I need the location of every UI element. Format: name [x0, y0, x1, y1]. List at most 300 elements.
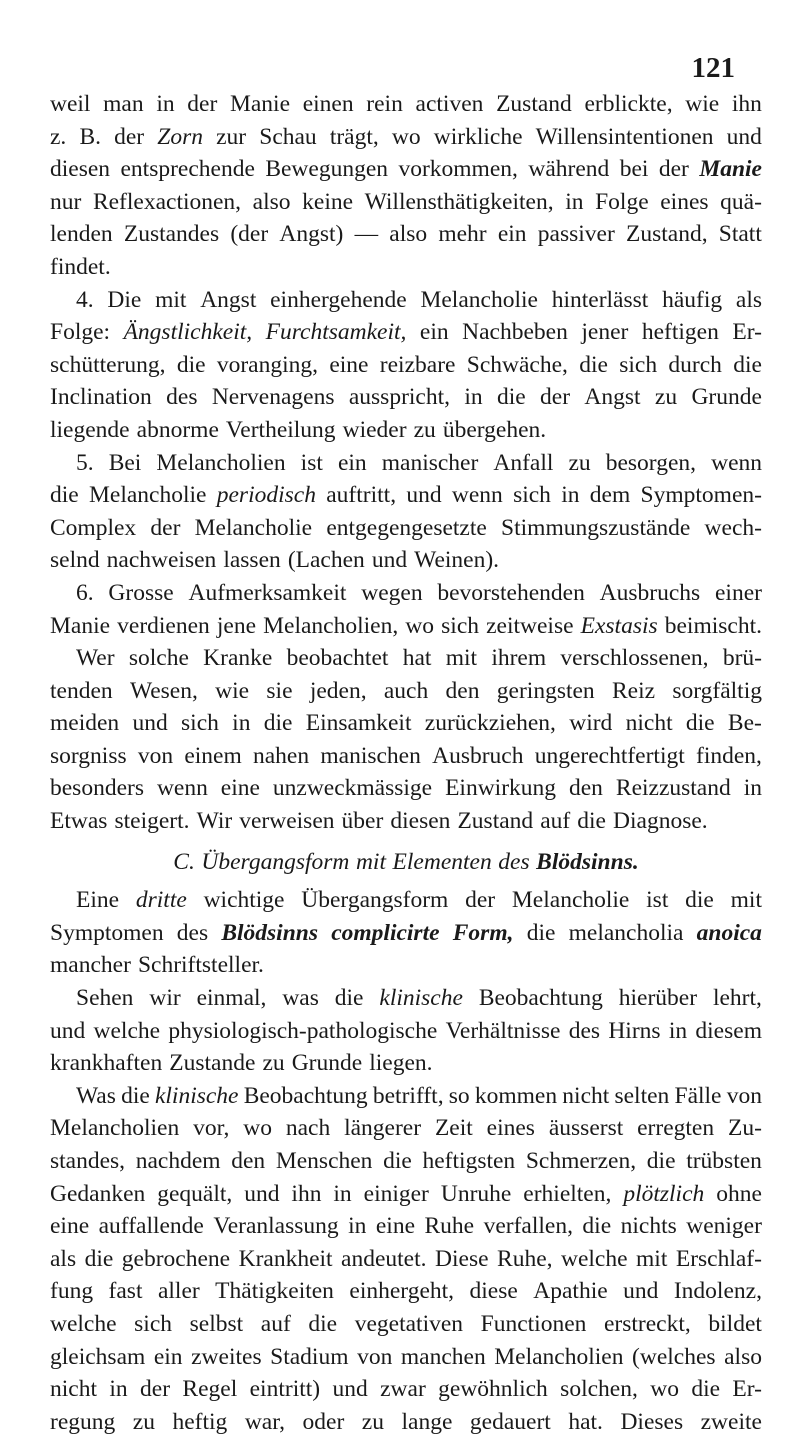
word: zweite — [700, 1408, 762, 1435]
word: bildet — [708, 1310, 762, 1337]
word: Beobachtung — [478, 985, 603, 1012]
word: mit — [445, 645, 478, 672]
word: Melancholie — [194, 514, 313, 541]
word: dem — [589, 482, 631, 509]
word: zu — [568, 449, 591, 476]
word: die — [383, 1148, 412, 1174]
word: Übergangsform — [301, 887, 449, 914]
word: bei — [619, 156, 649, 183]
word: nachweisen — [106, 547, 217, 574]
word: zweites — [191, 1343, 262, 1370]
text-line — [50, 1308, 762, 1341]
word: in — [743, 775, 762, 802]
word: Reiz — [611, 677, 656, 704]
text-line — [50, 349, 762, 382]
word: mit — [355, 848, 386, 875]
word: die — [582, 1213, 612, 1240]
word: wo — [391, 123, 421, 150]
word: manischen — [320, 742, 421, 769]
word: häufig — [662, 286, 723, 313]
word: auffallende — [98, 1213, 204, 1240]
word: diesen — [50, 156, 111, 183]
word: Ausbruchs — [599, 579, 701, 606]
word: Zeit — [434, 1115, 473, 1142]
word: Folge — [595, 188, 649, 215]
word: reizbare — [379, 351, 456, 378]
word: eines — [486, 1115, 535, 1142]
word: Inclination — [50, 384, 152, 411]
word: unzweckmässige — [272, 775, 433, 802]
text-line — [50, 512, 762, 545]
word: eines — [660, 188, 709, 215]
word: tenden — [50, 677, 113, 704]
word: die — [685, 710, 715, 737]
word: wo — [650, 1376, 679, 1403]
word: Regel — [182, 1376, 238, 1403]
word: kommen — [474, 1082, 558, 1109]
word: melancholia — [568, 919, 684, 946]
word: Statt — [718, 221, 762, 248]
word: krankhaften — [50, 1050, 163, 1077]
text-line — [50, 479, 762, 512]
word: Wer — [76, 645, 115, 672]
word: Übergangsform — [201, 848, 350, 875]
word: der — [658, 156, 689, 183]
word: hat — [402, 645, 432, 672]
word: nachdem — [135, 1148, 221, 1174]
word: zu — [654, 384, 678, 411]
word: gedauert — [469, 1408, 551, 1435]
word: Melancholie — [420, 286, 538, 313]
word: Apathie — [533, 1278, 608, 1305]
word: die — [308, 1310, 338, 1337]
word: erregten — [637, 1115, 715, 1142]
word: Stimmungszustände — [501, 514, 691, 541]
text-line — [50, 544, 762, 577]
word: die — [646, 1148, 676, 1174]
word: zwar — [380, 1376, 426, 1403]
word: abnorme — [136, 416, 219, 443]
text-line — [50, 1178, 762, 1211]
word: sich — [619, 351, 658, 378]
word: vorkommen, — [398, 156, 518, 183]
word: physiologisch-pathologische — [168, 1017, 438, 1044]
text-line — [50, 218, 762, 251]
word: die — [579, 351, 608, 378]
word: des — [568, 1017, 601, 1044]
word: eine — [329, 351, 369, 378]
text-line — [50, 610, 762, 643]
word: sorgfältig — [672, 677, 762, 704]
word: Zustande — [169, 1050, 256, 1077]
word: ein — [497, 221, 527, 248]
word: Folge: — [50, 319, 111, 346]
word: Angst) — [279, 221, 344, 248]
word: lenden — [50, 221, 113, 248]
word: die — [334, 985, 364, 1012]
word: Die — [107, 286, 142, 313]
word: ist — [646, 887, 669, 914]
word: wir — [149, 985, 181, 1012]
word: ungerechtfertigt — [534, 742, 685, 769]
word: nicht — [562, 1082, 610, 1109]
word: wegen — [361, 579, 423, 606]
word: lehrt, — [712, 985, 762, 1012]
text-line — [50, 414, 762, 447]
word: passiver — [537, 221, 615, 248]
word: der — [140, 1376, 171, 1403]
word: standes, — [50, 1148, 126, 1174]
word: Functionen — [480, 1310, 587, 1337]
word: Einsamkeit — [305, 710, 412, 737]
text-line — [50, 88, 762, 121]
word: verdienen — [117, 612, 210, 639]
word: gleichsam — [50, 1343, 146, 1370]
word: besorgen, — [605, 449, 697, 476]
word: sich — [441, 612, 479, 639]
word: sich — [513, 482, 551, 509]
word: der — [540, 384, 571, 411]
word: die — [526, 919, 556, 946]
word: hinterlässt — [551, 286, 649, 313]
word: einem — [184, 742, 242, 769]
word: ausspricht, — [348, 384, 451, 411]
word: Grosse — [108, 579, 174, 606]
word: Ängstlichkeit, — [123, 319, 253, 346]
word: klinische — [379, 985, 463, 1012]
word: entsprechende — [120, 156, 255, 183]
word: manischer — [381, 449, 479, 476]
word: steigert. — [114, 808, 190, 835]
word: in — [333, 1180, 352, 1207]
word: Ruhe, — [497, 1245, 553, 1272]
word: betrifft, — [372, 1082, 444, 1109]
word: sorgniss — [50, 742, 127, 769]
word: in — [156, 91, 175, 117]
word: der — [465, 887, 496, 914]
word: liegen. — [369, 1050, 433, 1077]
word: sie — [266, 677, 293, 704]
text-line — [50, 251, 762, 284]
word: wird — [569, 710, 613, 737]
word: gebrochene — [121, 1245, 231, 1272]
word: eine — [220, 775, 260, 802]
text-line — [50, 740, 762, 773]
word: auftritt, — [326, 482, 397, 509]
word: 4. — [76, 286, 94, 313]
word: Willensintentionen — [535, 123, 714, 150]
word: der — [187, 91, 218, 117]
word: voranging, — [216, 351, 319, 378]
word: — — [354, 221, 379, 248]
text-line — [50, 1112, 762, 1145]
word: besonders — [50, 775, 144, 802]
word: fung — [50, 1278, 94, 1305]
word: man — [103, 91, 144, 117]
word: (Lachen — [287, 547, 365, 574]
word: Melancholie — [89, 482, 207, 509]
word: Melancholien — [50, 1115, 180, 1142]
text-line — [50, 1210, 762, 1243]
word: solchen, — [560, 1376, 638, 1403]
word: einmal, — [196, 985, 267, 1012]
word: regung — [50, 1408, 116, 1435]
text-line — [50, 284, 762, 317]
word: zu — [132, 1408, 155, 1435]
word: mit — [730, 887, 762, 914]
word: andeutet. — [341, 1245, 427, 1272]
word: die — [121, 1082, 150, 1109]
word: die — [496, 384, 526, 411]
word: Willensthätigkeiten, — [364, 188, 554, 215]
word: Hirns — [608, 1017, 661, 1044]
word: trägt, — [329, 123, 379, 150]
word: und — [332, 1376, 368, 1403]
word: Melancholien — [494, 1343, 624, 1370]
word: zu — [262, 1050, 285, 1077]
word: Erschlaf- — [675, 1245, 762, 1272]
word: Schwäche, — [466, 351, 568, 378]
word: vor, — [193, 1115, 230, 1142]
word: ein — [337, 449, 367, 476]
word: während — [528, 156, 610, 183]
word: Complex — [50, 514, 137, 541]
text-line — [50, 153, 762, 186]
word: vegetativen — [354, 1310, 464, 1337]
word: Wir — [196, 808, 233, 835]
text-line — [50, 805, 762, 838]
word: heftigen — [641, 319, 719, 346]
word: selten — [614, 1082, 670, 1109]
word: Sehen — [76, 985, 134, 1012]
word: beimischt. — [664, 612, 762, 639]
text-line — [50, 1275, 762, 1308]
word: bevorstehenden — [437, 579, 585, 606]
word: B. — [79, 123, 101, 150]
word: diesen — [390, 808, 451, 835]
word: selnd — [50, 547, 100, 574]
text-line — [50, 884, 762, 917]
word: ihn — [731, 91, 762, 117]
word: ist — [300, 449, 323, 476]
word: längerer — [344, 1115, 422, 1142]
word: Manie — [50, 612, 111, 639]
word: und — [406, 482, 442, 509]
word: schütterung, — [50, 351, 166, 378]
word: Exstasis — [580, 612, 658, 639]
word: was — [282, 985, 319, 1012]
word: ohne — [716, 1180, 762, 1207]
word: Angst — [200, 286, 257, 313]
word: Anfall — [493, 449, 554, 476]
word: Eine — [76, 887, 120, 914]
word: erhielten, — [523, 1180, 612, 1207]
word: Zustand, — [625, 221, 708, 248]
word: nicht — [625, 710, 673, 737]
word: ein — [153, 1343, 183, 1370]
word: Melancholie — [511, 887, 630, 914]
word: finden, — [696, 742, 762, 769]
text-line — [50, 772, 762, 805]
word: also — [252, 188, 291, 215]
word: Zorn — [157, 123, 203, 150]
word: erstreckt, — [604, 1310, 691, 1337]
word: mehr — [438, 221, 487, 248]
word: Vertheilung — [225, 416, 336, 443]
word: und — [623, 1278, 659, 1305]
word: sich — [134, 1310, 173, 1337]
word: von — [357, 1343, 393, 1370]
word: Grunde — [291, 1050, 363, 1077]
word: C. — [173, 848, 195, 875]
section-heading — [50, 846, 762, 879]
word: die — [733, 351, 762, 378]
word: Aufmerksamkeit — [188, 579, 347, 606]
word: welche — [560, 1245, 628, 1272]
word: Er- — [732, 319, 762, 346]
word: in — [561, 482, 580, 509]
word: Unruhe — [440, 1180, 512, 1207]
word: wenn — [711, 449, 762, 476]
word: eine — [50, 1213, 90, 1240]
word: die — [577, 808, 606, 835]
word: Ausbruch — [432, 742, 524, 769]
word: welche — [93, 1017, 161, 1044]
word: Schau — [259, 123, 317, 150]
word: des — [176, 919, 209, 946]
word: jene — [216, 612, 257, 639]
word: jener — [581, 319, 629, 346]
text-line — [50, 381, 762, 414]
word: nach — [285, 1115, 331, 1142]
word: diesem — [695, 1017, 762, 1044]
word: ein — [419, 319, 449, 346]
word: wech- — [704, 514, 762, 541]
word: Form, — [452, 919, 514, 946]
text-line — [50, 1341, 762, 1374]
text-line — [50, 707, 762, 740]
word: eintritt) — [249, 1376, 321, 1403]
word: weil — [50, 91, 91, 117]
word: hierüber — [618, 985, 698, 1012]
word: eine — [375, 1213, 416, 1240]
word: also — [724, 1343, 762, 1370]
word: und — [244, 1180, 280, 1207]
word: den — [231, 1148, 266, 1174]
word: wichtige — [203, 887, 285, 914]
word: auch — [383, 677, 429, 704]
word: klinische — [154, 1082, 239, 1109]
text-line — [50, 577, 762, 610]
word: Symptomen- — [640, 482, 762, 509]
word: geringsten — [496, 677, 595, 704]
text-line — [50, 675, 762, 708]
word: wenn — [451, 482, 503, 509]
word: wie — [685, 91, 720, 117]
word: verfallen, — [483, 1213, 573, 1240]
word: zur — [216, 123, 247, 150]
word: brü- — [722, 645, 762, 672]
word: nahen — [253, 742, 310, 769]
word: als — [735, 286, 762, 313]
word: lassen — [223, 547, 281, 574]
word: Nervenagens — [211, 384, 335, 411]
text-line — [50, 1080, 762, 1113]
word: activen — [415, 91, 484, 117]
word: in — [464, 384, 483, 411]
word: übergehen. — [442, 416, 547, 443]
word: in — [668, 1017, 688, 1044]
word: und — [50, 1017, 86, 1044]
word: Schmerzen, — [525, 1148, 637, 1174]
word: Zustand — [496, 91, 572, 117]
word: Stadium — [270, 1343, 349, 1370]
word: und — [132, 710, 168, 737]
word: oder — [302, 1408, 345, 1435]
page-number: 121 — [691, 52, 735, 84]
word: findet. — [50, 253, 111, 280]
word: einhergeht, — [349, 1278, 455, 1305]
text-line — [50, 1243, 762, 1276]
word: liegende — [50, 416, 130, 443]
word: der — [150, 514, 181, 541]
word: Was — [76, 1082, 116, 1109]
word: auf — [260, 1310, 291, 1337]
word: Furchtsamkeit, — [265, 319, 407, 346]
word: keine — [302, 188, 354, 215]
word: so — [448, 1082, 470, 1109]
word: Weinen). — [414, 547, 500, 574]
word: Beobachtung — [243, 1082, 368, 1109]
word: einiger — [363, 1180, 429, 1207]
text-line — [50, 447, 762, 480]
text-line — [50, 642, 762, 675]
word: beobachtet — [286, 645, 389, 672]
text-line — [50, 1373, 762, 1406]
word: jeden, — [309, 677, 367, 704]
word: plötzlich — [623, 1180, 705, 1207]
word: über — [341, 808, 384, 835]
word: den — [569, 775, 603, 802]
word: also — [389, 221, 428, 248]
word: zu — [361, 1408, 384, 1435]
word: einhergehende — [270, 286, 407, 313]
word: aller — [157, 1278, 200, 1305]
body-text — [50, 88, 762, 1438]
word: dritte — [135, 887, 187, 914]
word: nicht — [50, 1376, 97, 1403]
word: Thätigkeiten — [215, 1278, 334, 1305]
word: Krankheit — [238, 1245, 333, 1272]
word: wirkliche — [433, 123, 523, 150]
word: mancher — [50, 952, 131, 979]
word: diese — [469, 1278, 518, 1305]
word: von — [726, 1082, 762, 1109]
word: Fälle — [674, 1082, 722, 1109]
word: Gedanken — [50, 1180, 146, 1207]
word: den — [445, 677, 480, 704]
word: Diese — [435, 1245, 489, 1272]
text-line — [50, 917, 762, 950]
word: zurückziehen, — [424, 710, 556, 737]
word: sich — [181, 710, 219, 737]
word: (welches — [632, 1343, 716, 1370]
word: erblickte, — [584, 91, 673, 117]
text-line — [50, 1015, 762, 1048]
word: wo — [243, 1115, 272, 1142]
word: Ruhe — [424, 1213, 475, 1240]
word: die — [84, 1245, 114, 1272]
